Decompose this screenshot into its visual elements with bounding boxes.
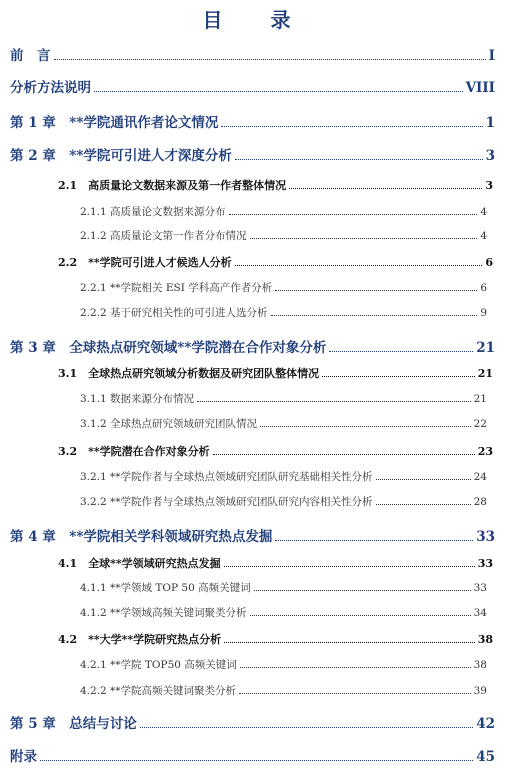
toc-entry-level-2[interactable] <box>58 443 493 459</box>
toc-entry-page: 38 <box>473 659 487 671</box>
toc-entry-page: 21 <box>477 367 493 380</box>
toc-entry-level-1[interactable] <box>10 745 495 765</box>
toc-entry-level-1[interactable] <box>10 336 495 356</box>
toc-entry-page: 45 <box>476 749 495 765</box>
toc-entry-page: 6 <box>480 282 487 294</box>
toc-entry-level-3[interactable] <box>80 657 487 672</box>
toc-entry-page: 9 <box>480 307 487 319</box>
toc-entry-page: 1 <box>485 115 495 131</box>
toc-entry-level-3[interactable] <box>80 605 487 620</box>
toc-entry-label: 4.1 全球**学领域研究热点发掘 <box>58 557 221 570</box>
toc-entry-page: 28 <box>473 496 487 508</box>
toc-entry-label: 3.1 全球热点研究领域分析数据及研究团队整体情况 <box>58 367 320 380</box>
dot-leader <box>271 308 478 316</box>
toc-entry-level-1[interactable] <box>10 712 495 732</box>
toc-entry-label: 第 3 章 全球热点研究领域**学院潜在合作对象分析 <box>10 340 327 356</box>
toc-entry-page: VIII <box>465 80 495 96</box>
dot-leader <box>240 660 471 668</box>
toc-entry-label: 2.2 **学院可引进人才候选人分析 <box>58 256 232 269</box>
toc-entry-level-1[interactable] <box>10 525 495 545</box>
dot-leader <box>250 231 478 239</box>
toc-entry-label: 3.1.1 数据来源分布情况 <box>80 393 195 405</box>
toc-entry-label: 3.2 **学院潜在合作对象分析 <box>58 445 210 458</box>
dot-leader <box>289 180 482 189</box>
dot-leader <box>40 751 473 761</box>
toc-entry-level-2[interactable] <box>58 631 493 647</box>
toc-entry-label: 2.1.1 高质量论文数据来源分布 <box>80 206 226 218</box>
dot-leader <box>254 583 471 591</box>
dot-leader <box>224 634 475 643</box>
toc-entry-label: 2.2.2 基于研究相关性的可引进人选分析 <box>80 307 268 319</box>
dot-leader <box>213 446 475 455</box>
dot-leader <box>94 82 463 92</box>
toc-entry-label: 分析方法说明 <box>10 80 91 96</box>
toc-entry-page: 3 <box>485 148 495 164</box>
toc-entry-label: 4.2.1 **学院 TOP50 高频关键词 <box>80 659 237 671</box>
toc-entry-level-1[interactable] <box>10 144 495 164</box>
dot-leader <box>376 472 471 480</box>
toc-entry-label: 3.1.2 全球热点研究领域研究团队情况 <box>80 418 258 430</box>
toc-entry-level-3[interactable] <box>80 683 487 698</box>
dot-leader <box>229 207 478 215</box>
toc-entry-label: 4.1.2 **学领域高频关键词聚类分析 <box>80 607 247 619</box>
toc-entry-page: 22 <box>473 418 487 430</box>
dot-leader <box>275 283 477 291</box>
toc-entry-level-2[interactable] <box>58 555 493 571</box>
toc-entry-label: 前 言 <box>10 48 51 64</box>
toc-entry-label: 第 4 章 **学院相关学科领域研究热点发掘 <box>10 529 273 545</box>
toc-entry-page: 38 <box>477 633 493 646</box>
toc-entry-label: 4.1.1 **学领域 TOP 50 高频关键词 <box>80 582 251 594</box>
toc-entry-page: 21 <box>473 393 487 405</box>
toc-entry-page: 33 <box>473 582 487 594</box>
toc-entry-page: 21 <box>476 340 495 356</box>
toc-entry-page: 34 <box>473 607 487 619</box>
toc-entry-level-3[interactable] <box>80 391 487 406</box>
toc-entry-label: 2.1 高质量论文数据来源及第一作者整体情况 <box>58 179 287 192</box>
toc-entry-level-1[interactable] <box>10 111 495 131</box>
dot-leader <box>54 50 486 60</box>
toc-entry-page: 3 <box>485 179 493 192</box>
dot-leader <box>260 419 471 427</box>
dot-leader <box>239 686 471 694</box>
toc-entry-label: 4.2 **大学**学院研究热点分析 <box>58 633 222 646</box>
dot-leader <box>221 117 482 127</box>
toc-entry-page: 24 <box>473 471 487 483</box>
dot-leader <box>235 150 483 160</box>
toc-entry-page: 23 <box>477 445 493 458</box>
toc-entry-level-1[interactable] <box>10 44 495 64</box>
toc-entry-page: 33 <box>477 557 493 570</box>
toc-entry-page: 4 <box>480 206 487 218</box>
toc-entry-level-2[interactable] <box>58 177 493 193</box>
toc-entry-level-3[interactable] <box>80 469 487 484</box>
dot-leader <box>197 394 471 402</box>
toc-entry-label: 第 2 章 **学院可引进人才深度分析 <box>10 148 232 164</box>
toc-entry-label: 2.1.2 高质量论文第一作者分布情况 <box>80 230 247 242</box>
dot-leader <box>235 257 483 266</box>
dot-leader <box>140 718 473 728</box>
toc-entry-level-3[interactable] <box>80 280 487 295</box>
toc-entry-label: 第 1 章 **学院通讯作者论文情况 <box>10 115 219 131</box>
toc-entry-level-3[interactable] <box>80 494 487 509</box>
dot-leader <box>329 342 473 352</box>
toc-entry-label: 3.2.2 **学院作者与全球热点领域研究团队研究内容相关性分析 <box>80 496 373 508</box>
toc-entry-level-3[interactable] <box>80 305 487 320</box>
toc-entry-level-3[interactable] <box>80 416 487 431</box>
toc-entry-label: 第 5 章 总结与讨论 <box>10 716 137 732</box>
toc-entry-label: 2.2.1 **学院相关 ESI 学科高产作者分析 <box>80 282 273 294</box>
dot-leader <box>250 608 471 616</box>
toc-entry-page: 33 <box>476 529 495 545</box>
toc-entry-page: 42 <box>476 716 495 732</box>
toc-entry-label: 3.2.1 **学院作者与全球热点领域研究团队研究基础相关性分析 <box>80 471 373 483</box>
toc-entry-label: 4.2.2 **学院高频关键词聚类分析 <box>80 685 237 697</box>
toc-entry-level-2[interactable] <box>58 365 493 381</box>
toc-entry-level-2[interactable] <box>58 254 493 270</box>
toc-entry-level-3[interactable] <box>80 580 487 595</box>
toc-entry-level-3[interactable] <box>80 228 487 243</box>
toc-entry-page: 6 <box>485 256 493 269</box>
dot-leader <box>275 531 473 541</box>
toc-entry-page: 39 <box>473 685 487 697</box>
toc-entry-label: 附录 <box>10 749 37 765</box>
dot-leader <box>224 558 475 567</box>
dot-leader <box>322 368 475 377</box>
toc-entry-page: I <box>488 48 495 64</box>
toc-entry-level-3[interactable] <box>80 204 487 219</box>
toc-entry-level-1[interactable] <box>10 76 495 96</box>
dot-leader <box>376 497 471 505</box>
toc-entry-page: 4 <box>480 230 487 242</box>
toc-title: 目 录 <box>202 8 305 32</box>
